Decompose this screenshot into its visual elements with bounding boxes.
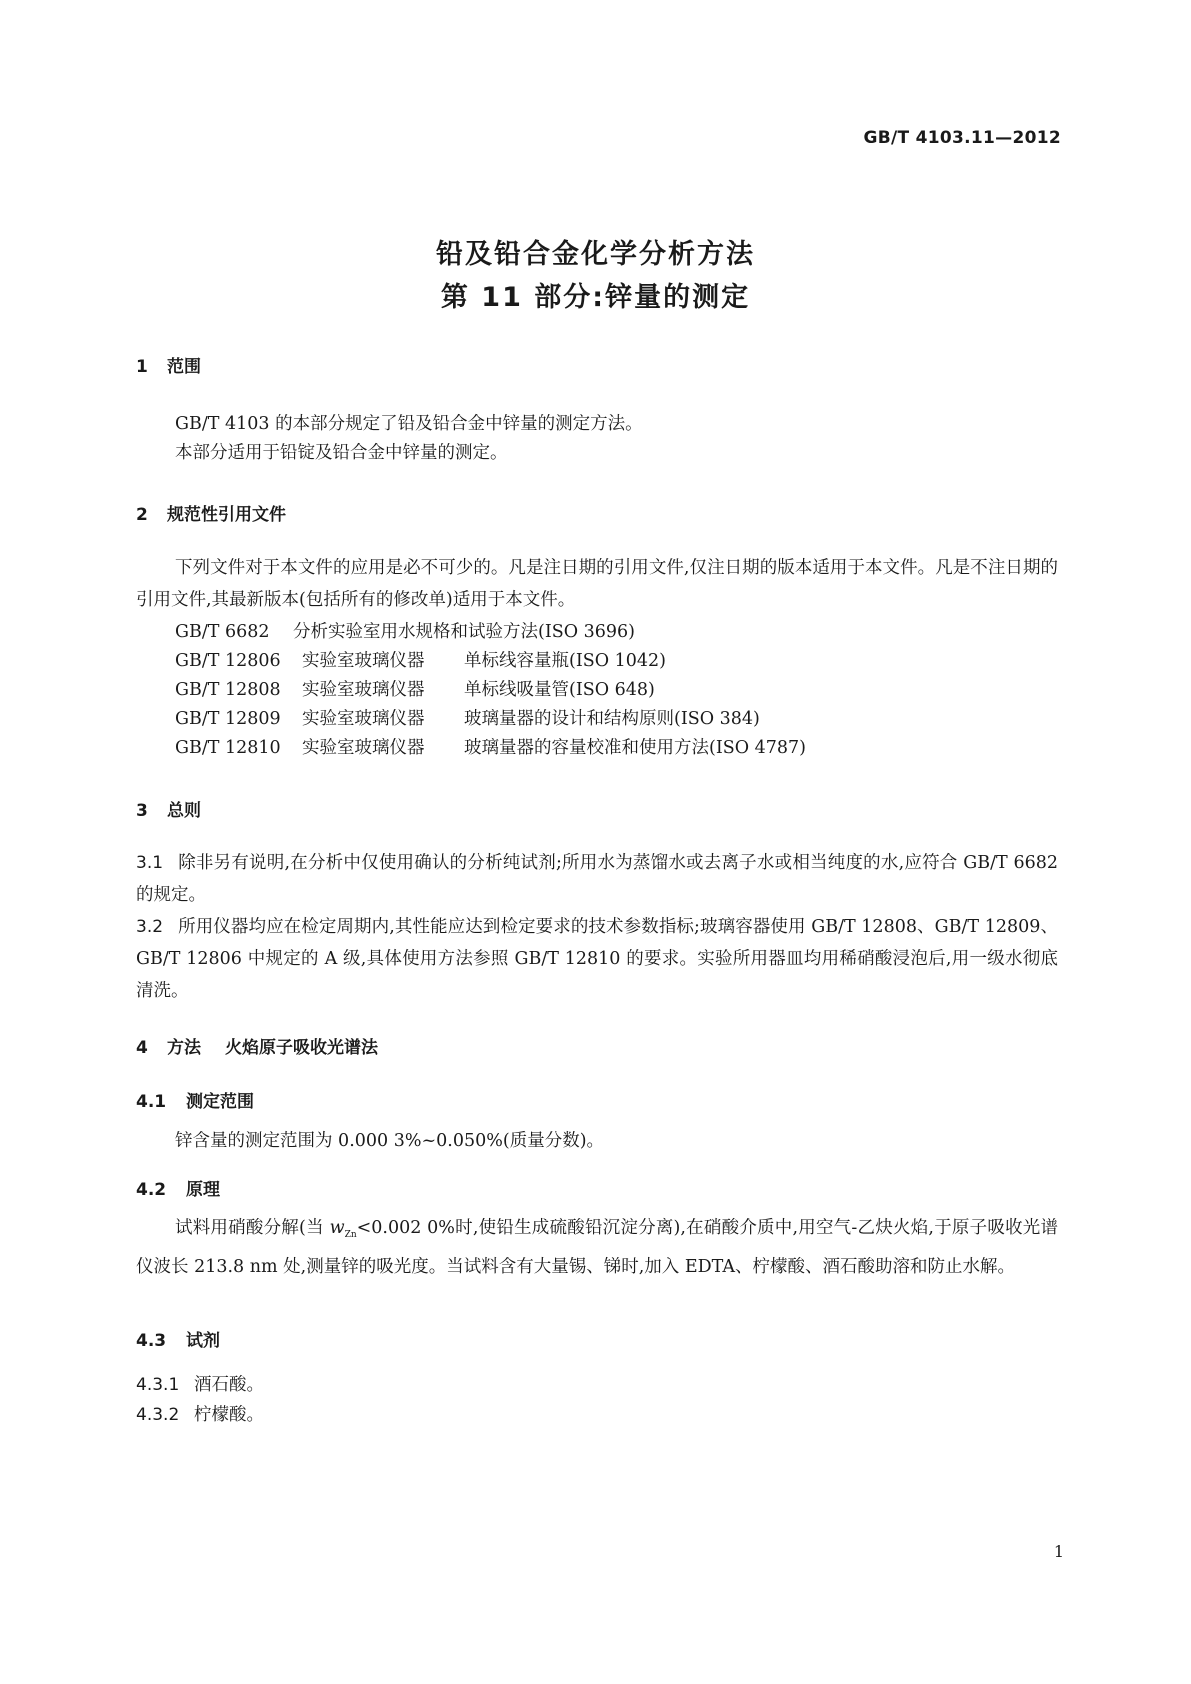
reference-item <box>175 676 655 701</box>
principle-text-rest: <0.002 0%时,使铅生成硫酸铅沉淀分离),在硝酸介质中,用空气-乙炔火焰,于原子吸收光谱仪波长 213.8 nm 处,测量锌的吸光度。当试料含有大量锡、锑时,加入 EDTA、柠檬酸、酒石酸助溶和防止水解。 <box>136 1218 1059 1277</box>
section-2-intro: 下列文件对于本文件的应用是必不可少的。凡是注日期的引用文件,仅注日期的版本适用于本文件。凡是不注日期的引用文件,其最新版本(包括所有的修改单)适用于本文件。 <box>136 558 1058 610</box>
subsection-number: 4.2 <box>136 1180 167 1200</box>
clause-text: 所用仪器均应在检定周期内,其性能应达到检定要求的技术参数指标;玻璃容器使用 GB/T 12808、GB/T 12809、GB/T 12806 中规定的 A 级,具体使用方法参照 GB/T 12810 的要求。实验所用器皿均用稀硝酸浸泡后,用一级水彻底清洗。 <box>136 917 1058 1001</box>
clause-number: 3.1 <box>136 853 164 873</box>
section-title: 方法 <box>167 1038 201 1058</box>
section-number: 3 <box>136 801 148 821</box>
principle-text-start: 试料用硝酸分解(当 <box>175 1218 330 1238</box>
clause-3-2 <box>136 911 1058 1007</box>
reagent-item <box>136 1401 264 1426</box>
section-number: 2 <box>136 505 148 525</box>
reference-category: 实验室玻璃仪器 <box>302 709 425 729</box>
section-title: 范围 <box>167 357 201 377</box>
clause-number: 3.2 <box>136 917 164 937</box>
reference-title: 玻璃量器的容量校准和使用方法(ISO 4787) <box>464 738 807 758</box>
reference-item <box>175 647 666 672</box>
reference-title: 单标线容量瓶(ISO 1042) <box>464 651 667 671</box>
mass-fraction-symbol: w <box>329 1218 345 1238</box>
section-3-heading <box>136 796 201 821</box>
reagent-number: 4.3.2 <box>136 1405 180 1425</box>
subsection-title: 试剂 <box>186 1331 220 1351</box>
reference-code: GB/T 12806 <box>175 651 281 671</box>
reference-code: GB/T 6682 <box>175 622 270 642</box>
subsection-title: 原理 <box>186 1180 220 1200</box>
subsection-4-1-heading <box>136 1087 254 1112</box>
reagent-number: 4.3.1 <box>136 1375 180 1395</box>
reference-item <box>175 618 635 643</box>
subsection-number: 4.1 <box>136 1092 167 1112</box>
subsection-4-2-text <box>136 1212 1058 1283</box>
reagent-item <box>136 1371 264 1396</box>
reference-item <box>175 705 760 730</box>
method-name: 火焰原子吸收光谱法 <box>225 1038 378 1058</box>
section-number: 4 <box>136 1038 148 1058</box>
section-1-paragraph: GB/T 4103 的本部分规定了铅及铅合金中锌量的测定方法。 <box>175 414 643 434</box>
reference-code: GB/T 12810 <box>175 738 281 758</box>
clause-text: 除非另有说明,在分析中仅使用确认的分析纯试剂;所用水为蒸馏水或去离子水或相当纯度的水,应符合 GB/T 6682 的规定。 <box>136 853 1058 905</box>
reference-title: 单标线吸量管(ISO 648) <box>464 680 655 700</box>
subsection-4-1-text: 锌含量的测定范围为 0.000 3%~0.050%(质量分数)。 <box>175 1131 605 1151</box>
subsection-number: 4.3 <box>136 1331 167 1351</box>
page-number: 1 <box>1053 1542 1064 1561</box>
section-4-heading <box>136 1033 378 1058</box>
reference-title: 分析实验室用水规格和试验方法(ISO 3696) <box>293 622 636 642</box>
section-1-heading <box>136 352 201 377</box>
section-title: 规范性引用文件 <box>167 505 286 525</box>
reference-category: 实验室玻璃仪器 <box>302 651 425 671</box>
section-1-paragraph: 本部分适用于铅锭及铅合金中锌量的测定。 <box>175 443 508 463</box>
subsection-4-3-heading <box>136 1326 220 1351</box>
reference-category: 实验室玻璃仪器 <box>302 738 425 758</box>
reagent-name: 酒石酸。 <box>194 1375 264 1395</box>
section-2-heading <box>136 500 286 525</box>
subsection-title: 测定范围 <box>186 1092 254 1112</box>
reference-title: 玻璃量器的设计和结构原则(ISO 384) <box>464 709 760 729</box>
clause-3-1 <box>136 847 1058 911</box>
standard-code: GB/T 4103.11—2012 <box>863 128 1061 148</box>
reference-code: GB/T 12808 <box>175 680 281 700</box>
zinc-subscript: Zn <box>344 1230 357 1240</box>
document-title: 铅及铅合金化学分析方法 <box>436 239 755 270</box>
reagent-name: 柠檬酸。 <box>194 1405 264 1425</box>
reference-code: GB/T 12809 <box>175 709 281 729</box>
section-number: 1 <box>136 357 148 377</box>
reference-item <box>175 734 806 759</box>
reference-category: 实验室玻璃仪器 <box>302 680 425 700</box>
document-subtitle: 第 11 部分:锌量的测定 <box>440 282 751 313</box>
subsection-4-2-heading <box>136 1175 220 1200</box>
section-title: 总则 <box>167 801 201 821</box>
